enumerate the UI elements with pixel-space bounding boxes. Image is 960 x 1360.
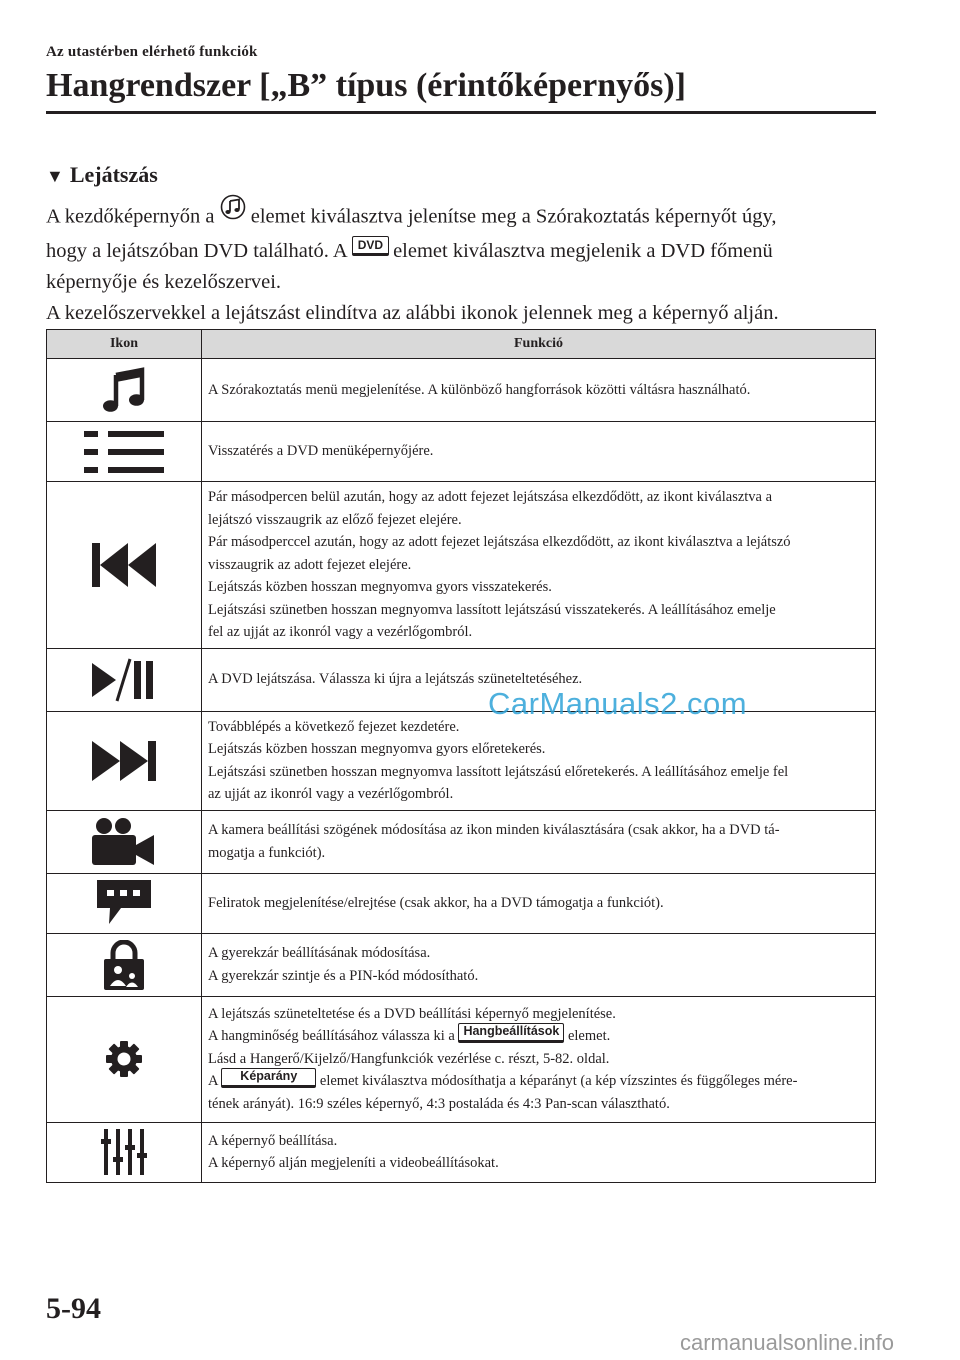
camera-angle-icon [92,817,156,867]
description-line: lejátszó visszaugrik az előző fejezet elejére. [208,511,462,528]
description-line [208,1025,867,1048]
icon-cell [47,933,202,996]
icon-cell [47,996,202,1122]
description-cell [202,422,876,482]
description-line: Lejátszási szünetben hosszan megnyomva lassított lejátszású visszatekerés. A leállításához emelje [208,601,776,618]
aspect-ratio-button: Képarány [221,1068,316,1088]
watermark: CarManuals2.com [488,686,748,721]
icon-function-table [46,329,876,1183]
icon-cell [47,359,202,422]
description-line: A Szórakoztatás menü megjelenítése. A különböző hangforrások közötti váltásra használható. [208,381,751,398]
icon-cell [47,422,202,482]
icon-cell [47,810,202,873]
header-icon: Ikon [47,330,202,359]
table-row [47,933,876,996]
settings-gear-icon [106,1041,142,1077]
description-fragment: elemet kiválasztva módosíthatja a képarányt (a kép vízszintes és függőleges mére- [319,1073,798,1090]
table-row [47,359,876,422]
description-cell [202,711,876,810]
triangle-bullet-icon: ▼ [46,166,64,186]
list-icon [84,429,164,475]
breadcrumb: Az utastérben elérhető funkciók [46,44,258,60]
icon-cell [47,873,202,933]
table-row [47,711,876,810]
table-row [47,996,876,1122]
description-cell [202,482,876,649]
description-cell [202,1122,876,1182]
description-cell [202,996,876,1122]
description-line: A gyerekzár szintje és a PIN-kód módosítható. [208,967,479,984]
footer-site-link[interactable]: carmanualsonline.info [680,1330,895,1355]
description-line: tének arányát). 16:9 széles képernyő, 4:3 postaláda és 4:3 Pan-scan választható. [208,1095,670,1112]
description-line: Lejátszás közben hosszan megnyomva gyors előretekerés. [208,741,546,757]
description-line: Lejátszás közben hosszan megnyomva gyors visszatekerés. [208,579,552,595]
description-cell [202,810,876,873]
intro-line-4: A kezelőszervekkel a lejátszást elindítva az alábbi ikonok jelennek meg a képernyő alján. [46,302,779,324]
description-fragment: A [208,1073,218,1090]
table-header-row [47,330,876,359]
description-line: A képernyő beállítása. [208,1132,338,1149]
table-row [47,873,876,933]
music-note-icon [220,194,246,230]
music-note-icon [102,367,146,413]
description-cell [202,873,876,933]
intro-text-fragment: hogy a lejátszóban DVD található. A [46,240,348,262]
description-line: Lejátszási szünetben hosszan megnyomva lassított lejátszású előretekerés. A leállításához emelje fel [208,763,789,780]
description-line: mogatja a funkciót). [208,844,326,861]
table-row [47,648,876,711]
description-cell [202,359,876,422]
dvd-button: DVD [352,236,389,256]
page-number: 5-94 [46,1292,101,1325]
description-line: Visszatérés a DVD menüképernyőjére. [208,443,434,460]
section-heading [46,162,158,188]
description-fragment: A hangminőség beállításához válassza ki a [208,1028,455,1045]
description-line: Pár másodperccel azután, hogy az adott fejezet lejátszása elkezdődött, az ikont kiválasztva a lejátszó [208,534,791,550]
description-cell [202,933,876,996]
play-pause-icon [92,657,156,703]
description-line: visszaugrik az adott fejezet elejére. [208,556,412,573]
description-line: Lásd a Hangerő/Kijelző/Hangfunkciók vezérlése c. részt, 5-82. oldal. [208,1050,610,1067]
subtitle-icon [97,880,151,926]
description-line: Pár másodpercen belül azután, hogy az adott fejezet lejátszása elkezdődött, az ikont kiválasztva a [208,489,773,505]
description-line: az ujját az ikonról vagy a vezérlőgombról. [208,786,454,802]
next-chapter-icon [92,741,156,781]
description-line: A képernyő alján megjeleníti a videobeállításokat. [208,1155,499,1171]
equalizer-icon [101,1129,147,1175]
section-heading-text: Lejátszás [69,162,158,187]
description-line: A DVD lejátszása. Válassza ki újra a lejátszás szüneteltetéséhez. [208,671,583,688]
intro-line-3: képernyője és kezelőszervei. [46,271,282,293]
table-row [47,810,876,873]
intro-text-fragment: A kezdőképernyőn a [46,205,215,228]
icon-cell [47,648,202,711]
description-line: fel az ujját az ikonról vagy a vezérlőgombról. [208,624,473,640]
child-lock-icon [104,940,144,990]
page-title: Hangrendszer [„B” típus (érintőképernyős)] [46,67,687,104]
description-line: A kamera beállítási szögének módosítása az ikon minden kiválasztására (csak akkor, ha a DVD tá- [208,822,780,838]
description-fragment: elemet. [567,1028,611,1045]
intro-line-1 [46,200,881,236]
sound-settings-button: Hangbeállítások [458,1023,564,1043]
table-row [47,422,876,482]
header-function: Funkció [202,330,876,359]
intro-text-fragment: elemet kiválasztva jelenítse meg a Szórakoztatás képernyőt úgy, [250,205,777,228]
table-row [47,1122,876,1182]
description-line: A lejátszás szüneteltetése és a DVD beállítási képernyő megjelenítése. [208,1005,616,1022]
icon-cell [47,711,202,810]
description-line: Továbblépés a következő fejezet kezdetére. [208,718,460,735]
intro-line-2 [46,236,881,267]
title-divider [46,111,876,114]
previous-chapter-icon [92,543,156,587]
description-line: A gyerekzár beállításának módosítása. [208,945,431,961]
table-row [47,482,876,649]
intro-text-fragment: elemet kiválasztva megjelenik a DVD főmenü [393,240,773,262]
description-line [208,1070,867,1093]
description-line: Feliratok megjelenítése/elrejtése (csak akkor, ha a DVD támogatja a funkciót). [208,894,664,911]
intro-text [46,200,881,329]
icon-cell [47,1122,202,1182]
icon-cell [47,482,202,649]
